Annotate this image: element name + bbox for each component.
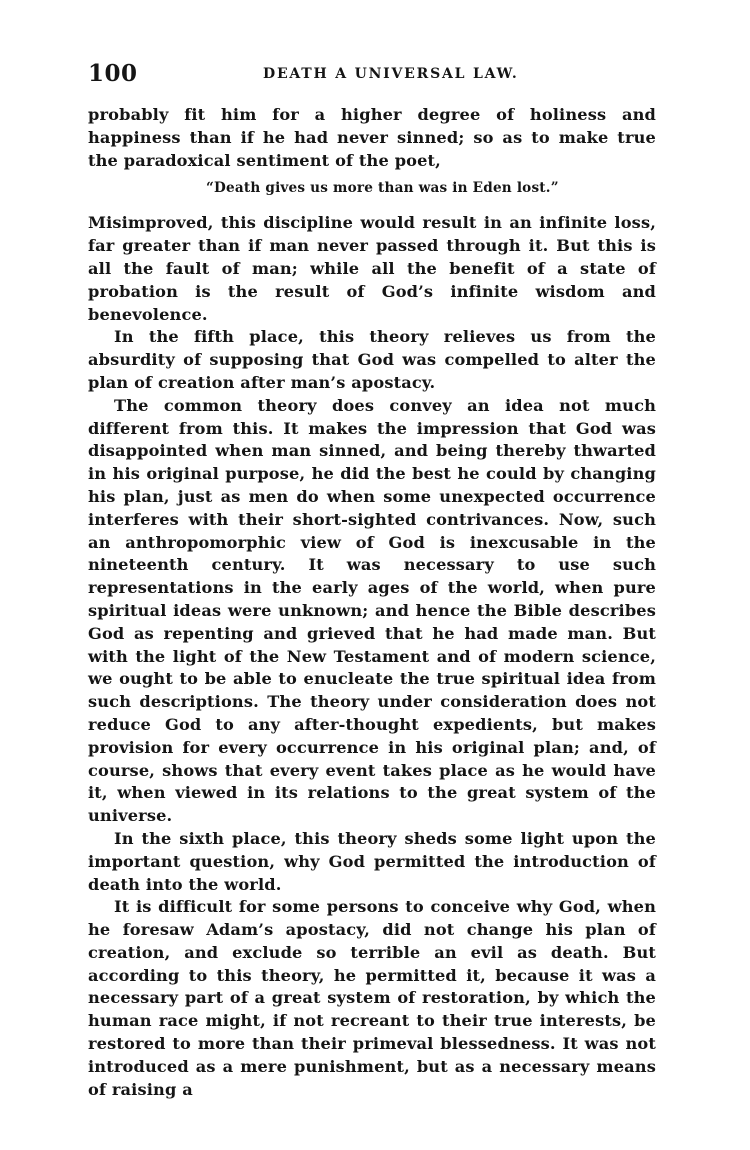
running-head (88, 60, 656, 88)
paragraph-fifth-place: In the fifth place, this theory relieves us from the absurdity of supposing that God was compelled to alter the plan of creation after man’s apostacy. (88, 327, 656, 392)
running-title: DEATH A UNIVERSAL LAW. (263, 66, 519, 82)
book-page (88, 60, 656, 1101)
paragraph-continued: probably fit him for a higher degree of holiness and happiness than if he had never sinned; so as to make true the paradoxical sentiment of the poet, (88, 105, 656, 170)
paragraph-difficult: It is difficult for some persons to conceive why God, when he foresaw Adam’s apostacy, did not change his plan of creation, and exclude so terrible an evil as death. But according to this theory, he permitted it, because it was a necessary part of a great system of restoration, by which the human race might, if not recreant to their true interests, be restored to more than their primeval blessedness. It was not introduced as a mere punishment, but as a necessary means of raising a (88, 897, 656, 1099)
body-text (88, 104, 656, 1101)
paragraph-common-theory: The common theory does convey an idea not much different from this. It makes the impression that God was disappointed when man sinned, and being thereby thwarted in his original purpose, he did the best he could by changing his plan, just as men do when some unexpected occurrence interferes with their short-sighted contrivances. Now, such an anthropomorphic view of God is inexcusable in the nineteenth century. It was necessary to use such representations in the early ages of the world, when pure spiritual ideas were unknown; and hence the Bible describes God as repenting and grieved that he had made man. But with the light of the New Testament and of modern science, we ought to be able to enucleate the true spiritual idea from such descriptions. The theory under consideration does not reduce God to any after-thought expedients, but makes provision for every occurrence in his original plan; and, of course, shows that every event takes place as he would have it, when viewed in its relations to the great system of the universe. (88, 395, 656, 826)
paragraph-sixth-place: In the sixth place, this theory sheds some light upon the important question, why God permitted the introduction of death into the world. (88, 828, 656, 894)
paragraph-misimproved: Misimproved, this discipline would result in an infinite loss, far greater than if man never passed through it. But this is all the fault of man; while all the benefit of a state of probation is the result of God’s infinite wisdom and benevolence. (88, 213, 656, 324)
poet-quotation: “Death gives us more than was in Eden lost.” (206, 180, 559, 197)
page-number: 100 (88, 60, 138, 87)
